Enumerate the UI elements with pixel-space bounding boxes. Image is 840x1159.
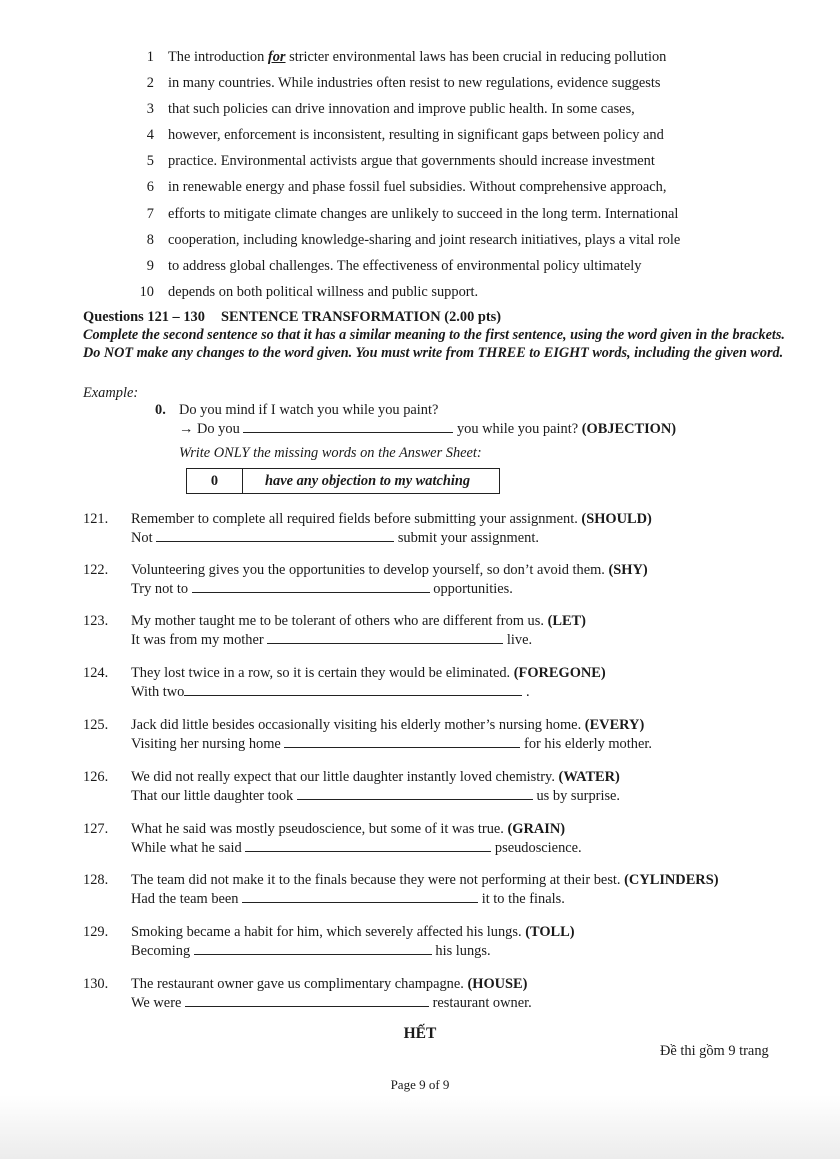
answer-blank[interactable] [184, 682, 522, 696]
section-instruction: Complete the second sentence so that it has a similar meaning to the first sentence, using the word given in the brackets. Do NOT make any changes to the word given. You must write from THREE to EIGHT words, including the given word. [83, 327, 785, 361]
page-number: Page 9 of 9 [390, 1077, 450, 1092]
passage-line: 5 practice. Environmental activists argue that governments should increase investment [146, 153, 655, 170]
answer-blank[interactable] [194, 941, 432, 955]
pages-note: Đề thi gồm 9 trang [660, 1043, 769, 1059]
passage-line: 9 to address global challenges. The effectiveness of environmental policy ultimately [146, 257, 642, 274]
reading-passage [138, 44, 758, 305]
marked-word: for [267, 49, 286, 65]
example-note: Write ONLY the missing words on the Answer Sheet: [179, 445, 482, 461]
end-mark: HẾT [403, 1025, 437, 1042]
answer-blank[interactable] [284, 734, 520, 748]
example-transform: → Do you you while you paint? (OBJECTION) [179, 421, 677, 437]
section-title: Questions 121 – 130 SENTENCE TRANSFORMATION (2.00 pts) [83, 309, 502, 325]
answer-blank [243, 419, 453, 433]
answer-blank[interactable] [185, 993, 429, 1007]
passage-line: 7 efforts to mitigate climate changes are unlikely to succeed in the long term. International [146, 205, 679, 222]
passage-line: 1 The introduction for stricter environmental laws has been crucial in reducing pollution [146, 49, 667, 65]
answer-blank[interactable] [192, 579, 430, 593]
answer-blank[interactable] [267, 630, 503, 644]
scan-shadow [0, 1095, 840, 1159]
passage-line: 4 however, enforcement is inconsistent, resulting in significant gaps between policy and [146, 127, 664, 144]
exam-page: 1 The introduction for stricter environmental laws has been crucial in reducing pollution 2 in many countries. While industries often resist to new regulations, evidence suggests 3 that such policies can drive innovation and improve public health. In some cases, 4 however, enforcement is inconsistent, resulting in significant gaps between policy and 5 practice. Environmental activists argue that governments should increase investment 6 in renewable energy and phase fossil fuel subsidies. Without comprehensive approach, 7 efforts to mitigate climate changes are unlikely to succeed in the long term. International 8 cooperation, including knowledge-sharing and joint research initiatives, plays a vital role 9 to address global challenges. The effectiveness of environmental policy ultimately 10 depends on both political willness and public support. Questions 121 – 130 SENTENCE TRANSFORMATION (2.00 pts) Complete the second sentence so that it has a similar meaning to the first sentence, using the word given in the brackets. Do NOT make any changes to the word given. You must write from THREE to EIGHT words, including the given word. Example: 0. Do you mind if I watch you while you paint? → Do you you while you paint? (OBJECTION) Write ONLY the missing words on the Answer Sheet: 0 have any objection to my watching 121. Remember to complete all required fields before submitting your assignment. (SHOULD) Not submit your assignment. 122. Volunteering gives you the opportunities to develop yourself, so don’t avoid them. (SHY) Try not to opportunities. 123. My mother taught me to be tolerant of others who are different from us. (LET) It was from my mother live. 124. They lost twice in a row, so it is certain they would be eliminated. (FOREGONE) With two . 125. Jack did little besides occasionally visiting his elderly mother’s nursing home. (EVERY) Visiting her nursing home for his elderly mother. 126. We did not really expect that our little daughter instantly loved chemistry. (WATER) That our little daughter took us by surprise. 127. What he said was mostly pseudoscience, but some of it was true. (GRAIN) While what he said pseudoscience. 128. The team did not make it to the finals because they were not performing at their best. (CYLINDERS) Had the team been it to the finals. 129. Smoking became a habit for him, which severely affected his lungs. (TOLL) Becoming his lungs. 130. The restaurant owner gave us complimentary champagne. (HOUSE) We were restaurant owner. HẾT Đề thi gồm 9 trang Page 9 of 9 [0, 0, 840, 1159]
example-answer-box: 0 have any objection to my watching [186, 468, 500, 494]
answer-blank[interactable] [156, 528, 394, 542]
answer-blank[interactable] [242, 889, 478, 903]
section-header [83, 308, 793, 362]
passage-line: 2 in many countries. While industries often resist to new regulations, evidence suggests [146, 75, 661, 92]
passage-line: 3 that such policies can drive innovation and improve public health. In some cases, [146, 101, 635, 118]
example-label: Example: [83, 385, 139, 401]
passage-line: 8 cooperation, including knowledge-sharing and joint research initiatives, plays a vital role [146, 231, 681, 248]
example-sentence: 0. Do you mind if I watch you while you paint? [155, 402, 439, 418]
passage-line: 6 in renewable energy and phase fossil fuel subsidies. Without comprehensive approach, [146, 179, 667, 196]
answer-blank[interactable] [297, 786, 533, 800]
answer-blank[interactable] [245, 838, 491, 852]
passage-line: 10 depends on both political willness and public support. [139, 283, 479, 300]
